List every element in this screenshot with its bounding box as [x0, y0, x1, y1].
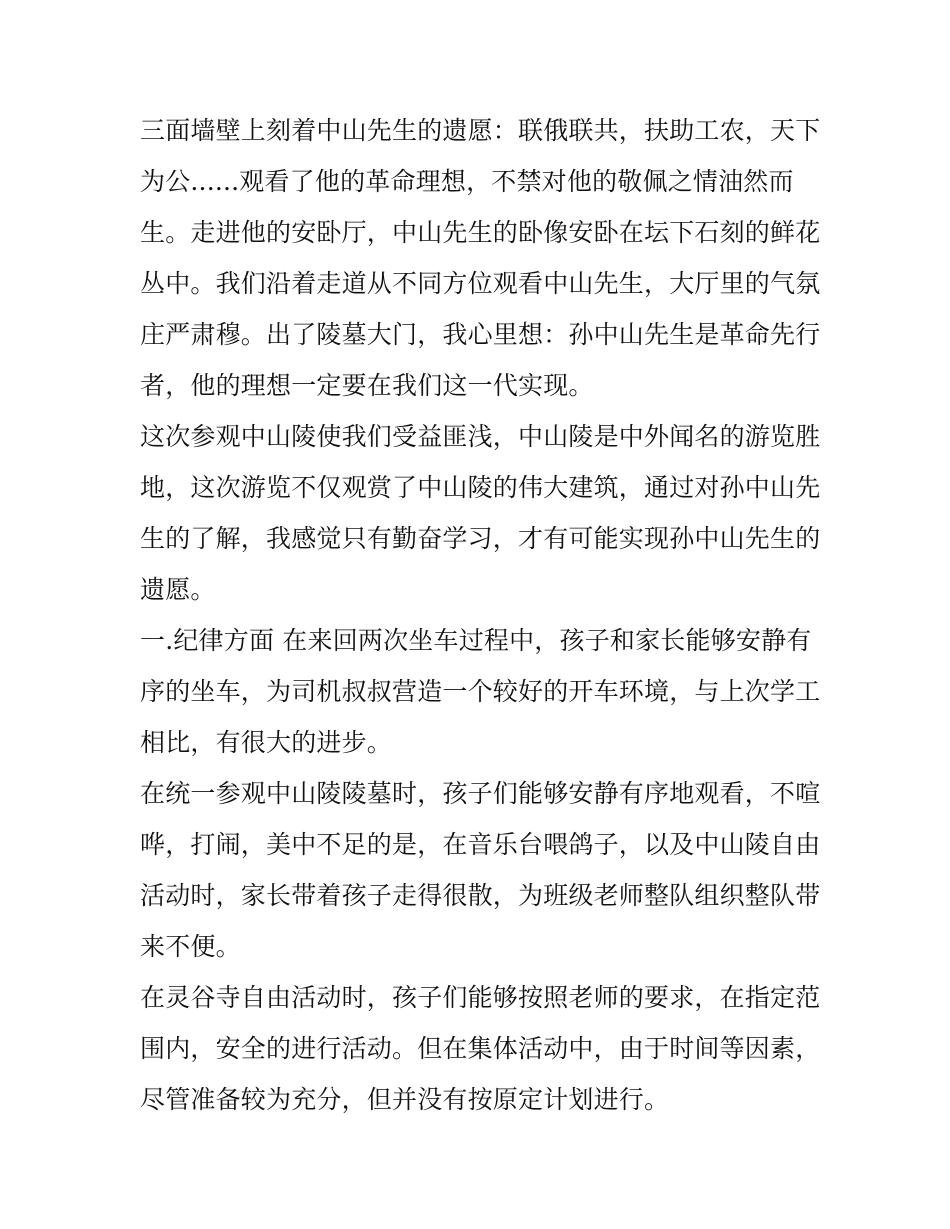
paragraph-mausoleum-hall — [140, 105, 821, 411]
text-line: 一.纪律方面 在来回两次坐车过程中，孩子和家长能够安静有 — [140, 626, 812, 655]
text-line: 丛中。我们沿着走道从不同方位观看中山先生，大厅里的气氛 — [140, 269, 821, 298]
text-line: 活动时，家长带着孩子走得很散，为班级老师整队组织整队带 — [140, 881, 821, 910]
paragraph-discipline — [140, 615, 821, 768]
text-line: 来不便。 — [140, 932, 241, 961]
paragraph-linggu-temple — [140, 972, 821, 1125]
document-body — [140, 105, 821, 1125]
text-line: 这次参观中山陵使我们受益匪浅，中山陵是中外闻名的游览胜 — [140, 422, 821, 451]
text-line: 哗，打闹，美中不足的是，在音乐台喂鸽子，以及中山陵自由 — [140, 830, 821, 859]
text-line: 者，他的理想一定要在我们这一代实现。 — [140, 371, 594, 400]
text-line: 尽管准备较为充分，但并没有按原定计划进行。 — [140, 1085, 670, 1114]
text-line: 在统一参观中山陵陵墓时，孩子们能够安静有序地观看，不喧 — [140, 779, 821, 808]
text-line: 生的了解，我感觉只有勤奋学习，才有可能实现孙中山先生的 — [140, 524, 821, 553]
text-line: 序的坐车，为司机叔叔营造一个较好的开车环境，与上次学工 — [140, 677, 821, 706]
text-line: 相比，有很大的进步。 — [140, 728, 393, 757]
paragraph-visit-reflection — [140, 411, 821, 615]
text-line: 地，这次游览不仅观赏了中山陵的伟大建筑，通过对孙中山先 — [140, 473, 821, 502]
text-line: 在灵谷寺自由活动时，孩子们能够按照老师的要求，在指定范 — [140, 983, 821, 1012]
text-line: 遗愿。 — [140, 575, 216, 604]
text-line: 生。走进他的安卧厅，中山先生的卧像安卧在坛下石刻的鲜花 — [140, 218, 821, 247]
text-line: 为公......观看了他的革命理想，不禁对他的敬佩之情油然而 — [140, 167, 794, 196]
text-line: 围内，安全的进行活动。但在集体活动中，由于时间等因素， — [140, 1034, 821, 1063]
text-line: 庄严肃穆。出了陵墓大门，我心里想：孙中山先生是革命先行 — [140, 320, 821, 349]
paragraph-group-visit — [140, 768, 821, 972]
text-line: 三面墙壁上刻着中山先生的遗愿：联俄联共，扶助工农，天下 — [140, 116, 821, 145]
